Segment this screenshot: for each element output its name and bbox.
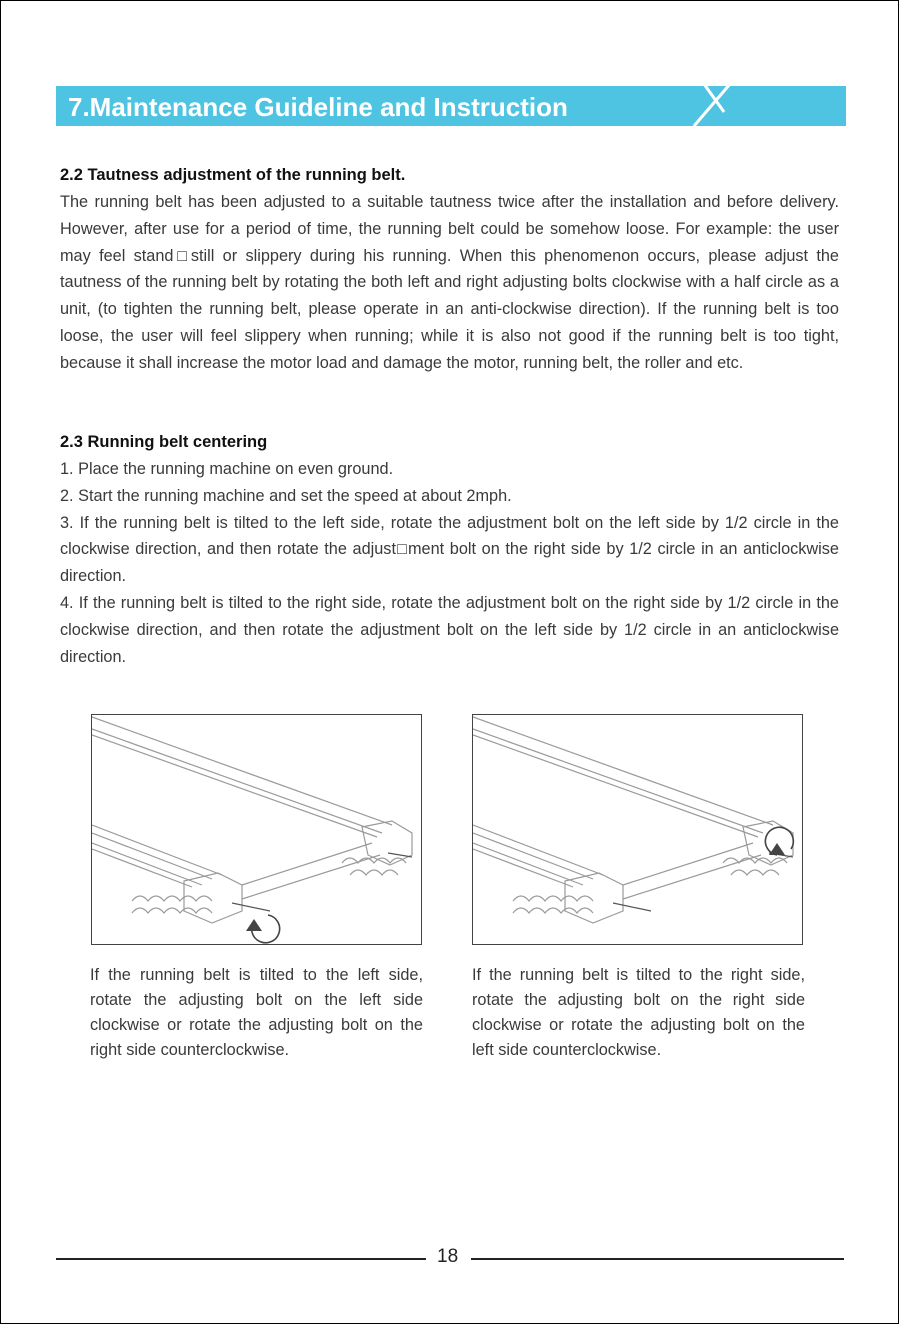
figure-caption-left: If the running belt is tilted to the left side, rotate the adjusting bolt on the left side clockwise or rotate the adjusting bolt on the right side counterclockwise. bbox=[90, 966, 423, 1059]
paragraph-tautness: The running belt has been adjusted to a suitable tautness twice after the installation and before delivery. However, after use for a period of time, the running belt could be somehow loose. For example: the user may feel stand□still or slippery during his running. When this phenomenon occurs, please adjust the tautness of the running belt by rotating the both left and right adjusting bolts clockwise with a half circle as a unit, (to tighten the running belt, please operate in an anti-clockwise direction). If the running belt is too loose, the user will feel slippery when running; while it is also not good if the running belt is too tight, because it shall increase the motor load and damage the motor, running belt, the roller and etc. bbox=[60, 193, 839, 372]
step-item: 2. Start the running machine and set the speed at about 2mph. bbox=[60, 486, 512, 505]
section-title: 7.Maintenance Guideline and Instruction bbox=[68, 92, 568, 122]
rotation-arrow-icon bbox=[765, 827, 793, 855]
rotation-arrow-icon bbox=[246, 915, 280, 943]
step-item: 4. If the running belt is tilted to the right side, rotate the adjustment bolt on the right side by 1/2 circle in the clockwise direction, and then rotate the adjustment bolt on the left side by 1/2 circle in an anticlockwise direction. bbox=[60, 593, 839, 666]
step-item: 1. Place the running machine on even ground. bbox=[60, 460, 394, 478]
footer-rule-right bbox=[471, 1258, 844, 1260]
heading-tautness: 2.2 Tautness adjustment of the running belt. bbox=[60, 166, 406, 184]
figure-right-adjust bbox=[472, 714, 803, 945]
page-number: 18 bbox=[437, 1246, 459, 1267]
footer-rule-left bbox=[56, 1258, 426, 1260]
figure-left-adjust bbox=[91, 714, 422, 945]
banner-x-decoration bbox=[690, 82, 750, 130]
treadmill-left-illustration bbox=[92, 715, 421, 944]
section-banner bbox=[56, 86, 846, 126]
centering-steps bbox=[60, 456, 839, 670]
treadmill-right-illustration bbox=[473, 715, 802, 944]
step-item: 3. If the running belt is tilted to the left side, rotate the adjustment bolt on the left side by 1/2 circle in the clockwise direction, and then rotate the adjust□ment bolt on the right side by 1/2 circle in an anticlockwise direction. bbox=[60, 513, 839, 586]
figure-caption-right: If the running belt is tilted to the right side, rotate the adjusting bolt on the right side clockwise or rotate the adjusting bolt on the left side counterclockwise. bbox=[472, 966, 805, 1059]
heading-centering: 2.3 Running belt centering bbox=[60, 433, 268, 451]
